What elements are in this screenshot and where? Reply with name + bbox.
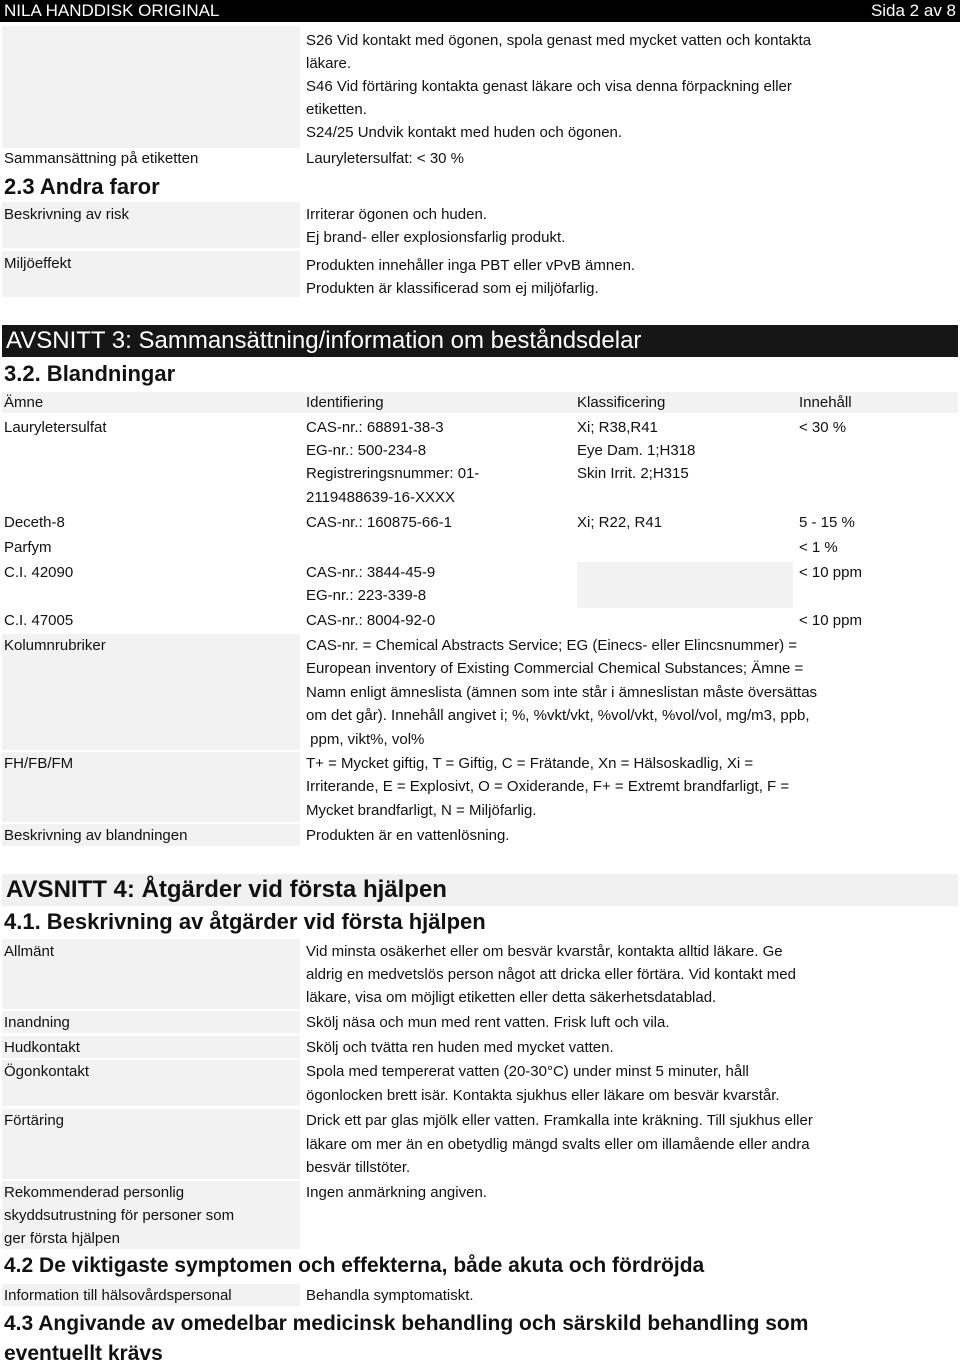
table-header-classification: Klassificering xyxy=(577,394,666,411)
table-cell-content: < 1 % xyxy=(799,539,838,556)
first-aid-line: besvär tillstöter. xyxy=(306,1159,411,1176)
first-aid-line: Skölj näsa och mun med rent vatten. Frisk luft och vila. xyxy=(306,1014,670,1031)
precaution-line: S46 Vid förtäring kontakta genast läkare och visa denna förpackning eller xyxy=(306,78,792,95)
precaution-line: S26 Vid kontakt med ögonen, spola genast med mycket vatten och kontakta xyxy=(306,32,812,49)
table-cell-content: < 30 % xyxy=(799,419,847,436)
section-2-3-title: 2.3 Andra faror xyxy=(4,174,160,199)
table-cell-content: 5 - 15 % xyxy=(799,514,855,531)
section-4-bar: AVSNITT 4: Åtgärder vid första hjälpen xyxy=(2,874,958,906)
column-headers-line: European inventory of Existing Commercial Chemical Substances; Ämne = xyxy=(306,660,804,677)
table-header-content: Innehåll xyxy=(799,394,852,411)
first-aid-label: Rekommenderad personlig xyxy=(4,1184,185,1201)
env-line: Produkten innehåller inga PBT eller vPvB ämnen. xyxy=(306,257,636,274)
table-cell-id: EG-nr.: 223-339-8 xyxy=(306,587,427,604)
health-personnel-value: Behandla symptomatiskt. xyxy=(306,1287,474,1304)
table-cell-id: CAS-nr.: 8004-92-0 xyxy=(306,612,436,629)
risk-label: Beskrivning av risk xyxy=(4,206,130,223)
hazard-codes-line: Irriterande, E = Explosivt, O = Oxiderande, F+ = Extremt brandfarligt, F = xyxy=(306,778,790,795)
document-header xyxy=(0,0,960,22)
table-cell-id: CAS-nr.: 68891-38-3 xyxy=(306,419,444,436)
first-aid-label: Inandning xyxy=(4,1014,70,1031)
column-headers-line: CAS-nr. = Chemical Abstracts Service; EG (Einecs- eller Elincsnummer) = xyxy=(306,637,797,654)
precaution-line: läkare. xyxy=(306,55,352,72)
page-number: Sida 2 av 8 xyxy=(870,1,956,20)
first-aid-line: Vid minsta osäkerhet eller om besvär kvarstår, kontakta alltid läkare. Ge xyxy=(306,943,783,960)
table-cell-id: EG-nr.: 500-234-8 xyxy=(306,442,427,459)
first-aid-line: Spola med tempererat vatten (20-30°C) under minst 5 minuter, håll xyxy=(306,1063,749,1080)
table-cell-content: < 10 ppm xyxy=(799,612,862,629)
section-4-3-title-cont: eventuellt krävs xyxy=(4,1342,163,1364)
first-aid-label: Förtäring xyxy=(4,1112,65,1129)
first-aid-line: Drick ett par glas mjölk eller vatten. Framkalla inte kräkning. Till sjukhus eller xyxy=(306,1112,813,1129)
table-cell-id: CAS-nr.: 3844-45-9 xyxy=(306,564,436,581)
first-aid-line: aldrig en medvetslös person något att dricka eller förtära. Vid kontakt med xyxy=(306,966,796,983)
hazard-codes-line: T+ = Mycket giftig, T = Giftig, C = Frätande, Xn = Hälsoskadlig, Xi = xyxy=(306,755,754,772)
column-headers-line: om det går). Innehåll angivet i; %, %vkt/vkt, %vol/vkt, %vol/vol, mg/m3, ppb, xyxy=(306,707,810,724)
first-aid-label: Ögonkontakt xyxy=(4,1063,90,1080)
hazard-codes-line: Mycket brandfarligt, N = Miljöfarlig. xyxy=(306,802,537,819)
column-headers-label: Kolumnrubriker xyxy=(4,637,106,654)
table-header-identification: Identifiering xyxy=(306,394,384,411)
document-title: NILA HANDDISK ORIGINAL xyxy=(4,1,220,20)
label-cell-bg xyxy=(2,26,300,148)
table-cell-id: 2119488639-16-XXXX xyxy=(306,489,456,506)
health-personnel-label: Information till hälsovårdspersonal xyxy=(4,1287,232,1304)
table-cell-substance: Lauryletersulfat xyxy=(4,419,107,436)
first-aid-label: Allmänt xyxy=(4,943,55,960)
table-cell-id: Registreringsnummer: 01- xyxy=(306,465,480,482)
hazard-codes-label: FH/FB/FM xyxy=(4,755,74,772)
section-4-2-title: 4.2 De viktigaste symptomen och effekterna, både akuta och fördröjda xyxy=(4,1254,705,1277)
env-label: Miljöeffekt xyxy=(4,255,72,272)
first-aid-line: Ingen anmärkning angiven. xyxy=(306,1184,487,1201)
first-aid-line: läkare om mer än en obetydlig mängd svalts eller om illamående eller andra xyxy=(306,1136,810,1153)
section-3-bar: AVSNITT 3: Sammansättning/information om beståndsdelar xyxy=(2,325,958,357)
risk-line: Ej brand- eller explosionsfarlig produkt. xyxy=(306,229,566,246)
table-cell-class: Xi; R22, R41 xyxy=(577,514,663,531)
table-cell-class: Eye Dam. 1;H318 xyxy=(577,442,696,459)
precaution-line: S24/25 Undvik kontakt med huden och ögonen. xyxy=(306,124,623,141)
first-aid-line: Skölj och tvätta ren huden med mycket vatten. xyxy=(306,1039,614,1056)
column-headers-line: Namn enligt ämneslista (ämnen som inte står i ämneslistan måste översättas xyxy=(306,684,818,701)
empty-class-cell xyxy=(577,562,793,608)
first-aid-line: ögonlocken brett isär. Kontakta sjukhus eller läkare om besvär kvarstår. xyxy=(306,1087,780,1104)
table-cell-substance: Deceth-8 xyxy=(4,514,65,531)
mixture-description-value: Produkten är en vattenlösning. xyxy=(306,827,510,844)
risk-line: Irriterar ögonen och huden. xyxy=(306,206,487,223)
precaution-line: etiketten. xyxy=(306,101,367,118)
composition-value: Lauryletersulfat: < 30 % xyxy=(306,150,465,167)
table-cell-id: CAS-nr.: 160875-66-1 xyxy=(306,514,452,531)
first-aid-line: läkare, visa om möjligt etiketten eller detta säkerhetsdatablad. xyxy=(306,989,717,1006)
table-cell-class: Skin Irrit. 2;H315 xyxy=(577,465,689,482)
table-cell-content: < 10 ppm xyxy=(799,564,862,581)
first-aid-label: skyddsutrustning för personer som xyxy=(4,1207,235,1224)
mixture-description-label: Beskrivning av blandningen xyxy=(4,827,188,844)
table-cell-substance: Parfym xyxy=(4,539,52,556)
table-cell-substance: C.I. 42090 xyxy=(4,564,74,581)
composition-label: Sammansättning på etiketten xyxy=(4,150,199,167)
table-cell-substance: C.I. 47005 xyxy=(4,612,74,629)
env-line: Produkten är klassificerad som ej miljöfarlig. xyxy=(306,280,599,297)
table-header-substance: Ämne xyxy=(4,394,44,411)
section-3-2-title: 3.2. Blandningar xyxy=(4,361,176,386)
first-aid-label: ger första hjälpen xyxy=(4,1230,120,1247)
column-headers-line: ppm, vikt%, vol% xyxy=(306,731,425,748)
first-aid-label: Hudkontakt xyxy=(4,1039,80,1056)
section-4-3-title: 4.3 Angivande av omedelbar medicinsk behandling och särskild behandling som xyxy=(4,1312,809,1335)
table-cell-class: Xi; R38,R41 xyxy=(577,419,658,436)
section-4-1-title: 4.1. Beskrivning av åtgärder vid första hjälpen xyxy=(4,909,486,934)
